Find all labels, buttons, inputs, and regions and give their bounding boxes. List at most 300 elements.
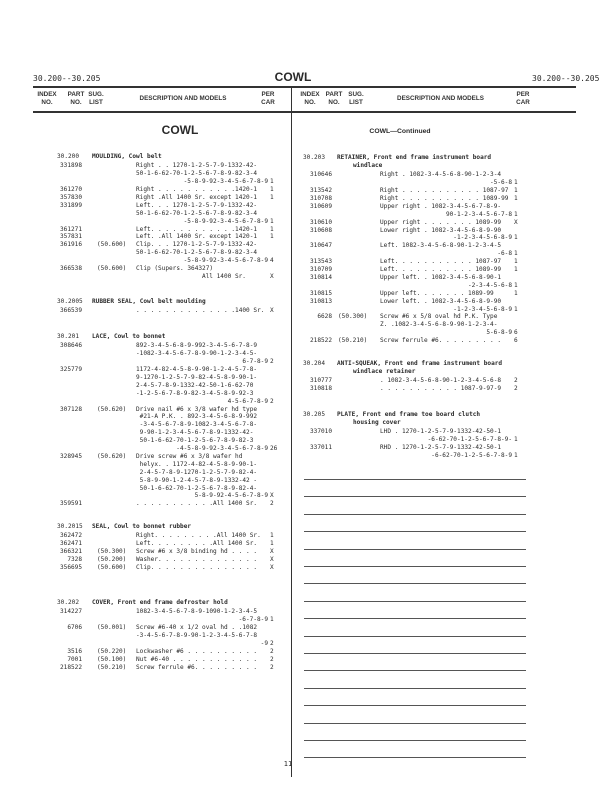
- description-line: helyx. . 1172-4-82-4-5-8-9-90-1-: [136, 460, 258, 468]
- table-row: [57, 608, 284, 624]
- per-car-qty: 6: [514, 329, 518, 337]
- sug-list: (50.200): [97, 556, 127, 564]
- description-line: Right . . . . . . . . . . . 1089-99: [380, 194, 509, 202]
- per-car-qty: 1: [514, 305, 518, 313]
- description-line: Right . 1082-3-4-5-6-8-90-1-2-3-4: [380, 171, 502, 179]
- section-index: 30.2015: [57, 523, 83, 530]
- col-head-per-car-right: PER CAR: [516, 91, 530, 106]
- table-row: [57, 233, 284, 241]
- table-row: [303, 242, 528, 258]
- part-number: 337010: [309, 428, 332, 436]
- table-row: [57, 162, 284, 186]
- section: [57, 333, 284, 508]
- section-header: [57, 298, 284, 306]
- section: [57, 599, 284, 672]
- section-title: RUBBER SEAL, Cowl belt moulding: [92, 298, 206, 305]
- section-title: PLATE, Front end frame toe board clutch: [337, 411, 481, 418]
- table-row: [57, 194, 284, 202]
- description: [136, 453, 268, 500]
- description-line: Upper left. . . . . . . 1089-99: [380, 289, 494, 297]
- description-line: -6-62-70-1-2-5-6-7-8-9: [431, 451, 512, 459]
- description: [380, 290, 512, 298]
- section-title: COVER, Front end frame defroster hold: [92, 599, 228, 606]
- description: [380, 242, 512, 258]
- description-line: 1082-3-4-5-6-7-8-9-1090-1-2-3-4-5: [136, 608, 258, 616]
- description: [380, 337, 512, 345]
- table-row: [303, 203, 528, 219]
- sug-list: (50.100): [97, 655, 127, 663]
- per-car-qty: 1: [514, 289, 518, 297]
- left-heading: COWL: [161, 123, 199, 137]
- right-heading: COWL—Continued: [369, 128, 431, 135]
- per-car-qty: 1: [514, 266, 518, 274]
- section-header: [57, 333, 284, 341]
- description-line: Right . . 1270-1-2-5-7-9-1332-42-: [136, 162, 258, 170]
- section-header: [303, 360, 528, 368]
- section-header: [57, 153, 284, 161]
- description: [136, 241, 268, 265]
- description-line: Upper left. . 1082-3-4-5-6-8-90-1: [380, 273, 502, 281]
- description-line: Clip. . . . . . . . . . . . . . .: [136, 563, 258, 571]
- description-line: Nut #6-40 . . . . . . . . . . . .: [136, 655, 258, 663]
- per-car-qty: 1: [270, 217, 274, 225]
- description: [136, 548, 268, 556]
- ruled-line: [304, 514, 526, 515]
- section: [57, 523, 284, 572]
- description-line: Left. . . . . . . . . . . 1089-99: [380, 266, 502, 274]
- running-head-range-right: 30.200--30.205: [532, 74, 600, 83]
- sug-list: (50.300): [97, 548, 127, 556]
- description-line: All 1400 Sr.: [201, 272, 268, 280]
- description-line: 4-5-6-7-8-9: [227, 397, 268, 405]
- part-number: 3516: [67, 647, 82, 655]
- part-number: 6706: [67, 624, 82, 632]
- table-row: [57, 656, 284, 664]
- description-line: -3-4-5-6-7-8-9-1082-3-4-5-6-7-8-: [136, 421, 258, 429]
- per-car-qty: 1: [270, 532, 274, 540]
- ruled-line: [304, 723, 526, 724]
- description-line: . . . . . . . . . . . . . .1400 Sr.: [136, 307, 265, 315]
- description-line: -3-4-5-6-7-8-9-90-1-2-3-4-5-6-7-8: [136, 632, 258, 640]
- part-number: 310708: [309, 194, 332, 202]
- sug-list: (50.001): [97, 624, 127, 632]
- description-line: LHD . 1270-1-2-5-7-9-1332-42-50-1: [380, 428, 502, 436]
- per-car-qty: 1: [514, 210, 518, 218]
- part-number: 325779: [59, 366, 82, 374]
- table-row: [303, 274, 528, 290]
- table-row: [303, 171, 528, 187]
- description: [136, 540, 268, 548]
- section-title-cont: housing cover: [353, 418, 401, 426]
- part-number: 310647: [309, 242, 332, 250]
- description-line: Drive nail #6 x 3/8 wafer hd type: [136, 405, 258, 413]
- section: [57, 298, 284, 315]
- ruled-line: [304, 740, 526, 741]
- ruled-line: [304, 670, 526, 671]
- description-line: 9-1270-1-2-5-7-9-82-4-5-8-9-90-1-: [136, 373, 258, 381]
- table-row: [57, 265, 284, 281]
- part-number: 310608: [309, 226, 332, 234]
- description-line: 50-1-6-62-70-1-2-5-6-7-8-9-82-4-: [136, 484, 258, 492]
- col-head-per-car: PER CAR: [261, 91, 275, 106]
- ruled-line: [304, 636, 526, 637]
- per-car-qty: 1: [514, 234, 518, 242]
- section-index: 30.204: [303, 360, 326, 367]
- col-head-part-right: PART NO.: [325, 91, 343, 106]
- description: [380, 298, 512, 314]
- description: [380, 203, 512, 219]
- page-number: 11: [283, 760, 293, 768]
- section-index: 30.202: [57, 599, 80, 606]
- table-row: [57, 202, 284, 226]
- table-row: [303, 428, 528, 444]
- description: [380, 377, 512, 385]
- per-car-qty: 1: [514, 179, 518, 187]
- description: [136, 226, 268, 234]
- section-header-cont: [303, 419, 528, 427]
- ruled-line: [304, 479, 526, 480]
- description-line: . 1082-3-4-5-6-8-90-1-2-3-4-5-6-8: [380, 377, 502, 385]
- col-head-desc: DESCRIPTION AND MODELS: [139, 95, 227, 102]
- description-line: 9-90-1-2-3-4-5-6-7-8-9-1332-42-: [136, 429, 254, 437]
- per-car-qty: 1: [270, 225, 274, 233]
- description-line: -4-5-8-9-92-3-4-5-6-7-8-9: [176, 445, 268, 453]
- header-bottom-rule: [33, 111, 576, 113]
- description-line: Upper right . . . . . . . 1089-99: [380, 218, 502, 226]
- table-row: [303, 187, 528, 195]
- per-car-qty: 1: [270, 178, 274, 186]
- per-car-qty: 1: [514, 281, 518, 289]
- section-title: ANTI-SQUEAK, Front end frame instrument board: [337, 360, 503, 367]
- col-head-index-right: INDEX NO.: [300, 91, 320, 106]
- description-line: -1-2-3-4-5-6-8-9: [453, 234, 512, 242]
- section-index: 30.201: [57, 333, 80, 340]
- description-line: 5-6-8-9: [486, 329, 512, 337]
- description: [136, 664, 268, 672]
- description: [380, 195, 512, 203]
- part-number: 331899: [59, 201, 82, 209]
- section-index: 30.203: [303, 154, 326, 161]
- part-number: 313542: [309, 187, 332, 195]
- description-line: Left. . . . . . . . . . . 1087-97: [380, 258, 502, 266]
- sug-list: (50.300): [338, 313, 368, 321]
- part-number: 361271: [59, 225, 82, 233]
- per-car-qty: X: [270, 556, 274, 564]
- per-car-qty: 1: [514, 194, 518, 202]
- description: [380, 258, 512, 266]
- description: [380, 385, 512, 393]
- part-number: 313543: [309, 258, 332, 266]
- description-line: Clip (Supers. 364327): [136, 265, 214, 273]
- part-number: 328945: [59, 452, 82, 460]
- part-number: 310815: [309, 289, 332, 297]
- description-line: 5-8-9-90-1-2-4-5-7-8-9-1332-42 -: [136, 476, 258, 484]
- sug-list: (50.600): [97, 241, 127, 249]
- column-divider: [291, 87, 292, 777]
- part-number: 357830: [59, 193, 82, 201]
- description-line: Lockwasher #6 . . . . . . . . . .: [136, 647, 258, 655]
- ruled-line: [304, 549, 526, 550]
- per-car-qty: X: [514, 218, 518, 226]
- part-number: 310646: [309, 171, 332, 179]
- per-car-qty: 2: [270, 639, 274, 647]
- section-title: RETAINER, Front end frame instrument board: [337, 154, 492, 161]
- table-row: [57, 564, 284, 572]
- description-line: Left. . . . . . . . .All 1400 Sr.: [136, 540, 258, 548]
- part-number: 310813: [309, 297, 332, 305]
- description-line: -6-7-8-9: [238, 616, 268, 624]
- description-line: Left. 1082-3-4-5-6-8-90-1-2-3-4-5: [380, 242, 502, 250]
- description: [380, 171, 512, 187]
- part-number: 366321: [59, 548, 82, 556]
- per-car-qty: 2: [514, 385, 518, 393]
- ruled-line: [304, 688, 526, 689]
- part-number: 310777: [309, 377, 332, 385]
- description: [136, 500, 268, 508]
- per-car-qty: 1: [514, 250, 518, 258]
- description: [136, 624, 268, 648]
- description: [136, 194, 268, 202]
- part-number: 310610: [309, 218, 332, 226]
- part-number: 7328: [67, 556, 82, 564]
- description: [136, 202, 268, 226]
- per-car-qty: X: [270, 548, 274, 556]
- description-line: -5-8-9-92-3-4-5-6-7-8-9: [183, 178, 268, 186]
- description-line: Clip. . . 1270-1-2-5-7-9-1332-42-: [136, 241, 258, 249]
- description-line: Screw #6 x 3/8 binding hd . . . .: [136, 548, 258, 556]
- part-number: 310818: [309, 385, 332, 393]
- table-row: [57, 453, 284, 500]
- table-row: [303, 266, 528, 274]
- description: [136, 556, 268, 564]
- description-line: 2-4-5-7-8-9-1332-42-50-1-6-62-70: [136, 381, 254, 389]
- table-row: [303, 337, 528, 345]
- description-line: Screw ferrule #6. . . . . . . . .: [380, 337, 502, 345]
- description-line: 6-7-8-9: [242, 358, 268, 366]
- ruled-line: [304, 531, 526, 532]
- description: [136, 406, 268, 453]
- table-row: [57, 532, 284, 540]
- description-line: -1082-3-4-5-6-7-8-9-90-1-2-3-4-5-: [136, 350, 258, 358]
- section-index: 30.200: [57, 153, 80, 160]
- per-car-qty: 1: [514, 258, 518, 266]
- running-head-title: COWL: [274, 70, 312, 84]
- per-car-qty: X: [270, 272, 274, 280]
- description-line: 2-4-5-7-8-9-1270-1-2-5-7-9-82-4-: [136, 468, 258, 476]
- section: [57, 153, 284, 281]
- description: [136, 342, 268, 366]
- table-row: [57, 648, 284, 656]
- part-number: 310609: [309, 202, 332, 210]
- section-index: 30.2005: [57, 298, 83, 305]
- ruled-line: [304, 601, 526, 602]
- description-line: -2-3-4-5-6-8: [467, 281, 512, 289]
- section-header: [57, 523, 284, 531]
- table-row: [57, 241, 284, 265]
- description-line: Left. . . 1270-1-2-5-7-9-1332-42-: [136, 201, 258, 209]
- part-number: 310814: [309, 273, 332, 281]
- section-header: [303, 411, 528, 419]
- description: [136, 265, 268, 281]
- col-head-index: INDEX NO.: [37, 91, 57, 106]
- per-car-qty: 1: [514, 451, 518, 459]
- description-line: 50-1-6-62-70-1-2-5-6-7-8-9-82-3-4: [136, 209, 258, 217]
- per-car-qty: 2: [270, 358, 274, 366]
- section-header-cont: [303, 162, 528, 170]
- description: [136, 648, 268, 656]
- part-number: 359591: [59, 500, 82, 508]
- description-line: Upper right . 1082-3-4-5-6-7-8-9-: [380, 202, 502, 210]
- per-car-qty: 1: [270, 186, 274, 194]
- part-number: 314227: [59, 608, 82, 616]
- part-number: 337011: [309, 444, 332, 452]
- table-row: [303, 385, 528, 393]
- per-car-qty: 6: [514, 337, 518, 345]
- section-title: SEAL, Cowl to bonnet rubber: [92, 523, 192, 530]
- running-head-range-left: 30.200--30.205: [33, 74, 101, 83]
- section-header-cont: [303, 368, 528, 376]
- table-row: [303, 258, 528, 266]
- section-header: [303, 154, 528, 162]
- description: [380, 428, 512, 444]
- description-line: Z. .1082-3-4-5-6-8-9-90-1-2-3-4-: [380, 321, 498, 329]
- per-car-qty: 26: [270, 445, 278, 453]
- per-car-qty: 2: [270, 397, 274, 405]
- per-car-qty: 2: [270, 663, 274, 671]
- table-row: [57, 664, 284, 672]
- ruled-line: [304, 583, 526, 584]
- header-top-rule: [33, 86, 576, 88]
- per-car-qty: 1: [514, 436, 518, 444]
- description: [380, 313, 512, 337]
- part-number: 218522: [59, 663, 82, 671]
- part-number: 357831: [59, 233, 82, 241]
- description: [380, 266, 512, 274]
- table-row: [303, 313, 528, 337]
- ruled-line: [304, 618, 526, 619]
- per-car-qty: 2: [270, 655, 274, 663]
- per-car-qty: X: [270, 492, 274, 500]
- description-line: Left. .All 1400 Sr. except 1420-1: [136, 233, 258, 241]
- description: [136, 307, 268, 315]
- section-index: 30.205: [303, 411, 326, 418]
- ruled-line: [304, 496, 526, 497]
- table-row: [57, 226, 284, 234]
- description-line: 5-8-9-92-4-5-6-7-8-9: [194, 492, 268, 500]
- description-line: -5-8-9-92-3-4-5-6-7-8-9: [183, 217, 268, 225]
- section-title-cont: windlace retainer: [353, 367, 416, 375]
- description-line: Right. . . . . . . . .All 1400 Sr.: [136, 532, 261, 540]
- description: [136, 233, 268, 241]
- description: [136, 532, 268, 540]
- col-head-sug-right: SUG. LIST: [348, 91, 364, 106]
- table-row: [303, 377, 528, 385]
- section-title-cont: windlace: [353, 161, 383, 169]
- description-line: 50-1-6-62-70-1-2-5-6-7-8-9-82-3-4: [136, 170, 258, 178]
- description-line: Left. . . . . . . . . . . .1420-1: [136, 225, 258, 233]
- part-number: 361270: [59, 186, 82, 194]
- description-line: Screw #6 x 5/8 oval hd P.K. Type: [380, 313, 498, 321]
- description: [380, 187, 512, 195]
- description-line: Drive screw #6 x 3/8 wafer hd: [136, 452, 243, 460]
- per-car-qty: 1: [514, 187, 518, 195]
- part-number: 356695: [59, 563, 82, 571]
- description-line: -1-2-3-4-5-6-8-9: [453, 305, 512, 313]
- sug-list: (50.210): [338, 337, 368, 345]
- sug-list: (50.600): [97, 265, 127, 273]
- description: [136, 608, 268, 624]
- per-car-qty: 2: [270, 647, 274, 655]
- part-number: 218522: [309, 337, 332, 345]
- description-line: Screw ferrule #6. . . . . . . . .: [136, 663, 258, 671]
- table-row: [57, 624, 284, 648]
- description: [136, 162, 268, 186]
- ruled-line: [304, 653, 526, 654]
- part-number: 366539: [59, 307, 82, 315]
- part-number: 308646: [59, 342, 82, 350]
- table-row: [57, 406, 284, 453]
- table-row: [303, 444, 528, 460]
- description-line: 892-3-4-5-6-8-9-992-3-4-5-6-7-8-9: [136, 342, 258, 350]
- table-row: [57, 548, 284, 556]
- part-number: 310709: [309, 266, 332, 274]
- table-row: [303, 195, 528, 203]
- description: [380, 444, 512, 460]
- description-line: #21-A P.K. . 892-3-4-5-6-8-9-992: [136, 413, 258, 421]
- description: [136, 656, 268, 664]
- description-line: Lower right . 1082-3-4-5-6-8-9-90: [380, 226, 502, 234]
- description-line: 1172-4-82-4-5-8-9-90-1-2-4-5-7-8-: [136, 366, 258, 374]
- description-line: Screw #6-40 x 1/2 oval hd . .1082: [136, 624, 258, 632]
- section: [303, 154, 528, 345]
- table-row: [303, 227, 528, 243]
- table-row: [303, 290, 528, 298]
- description-line: 50-1-6-62-70-1-2-5-6-7-8-9-82-3: [136, 437, 254, 445]
- description-line: -1-2-5-6-7-8-9-82-3-4-5-8-9-92-3: [136, 389, 254, 397]
- sug-list: (50.620): [97, 452, 127, 460]
- table-row: [57, 307, 284, 315]
- part-number: 307128: [59, 405, 82, 413]
- section: [303, 360, 528, 393]
- description-line: . . . . . . . . . . .All 1400 Sr.: [136, 500, 258, 508]
- ruled-line: [304, 757, 526, 758]
- sug-list: (50.220): [97, 647, 127, 655]
- section-title: LACE, Cowl to bonnet: [92, 333, 166, 340]
- per-car-qty: 4: [270, 257, 274, 265]
- part-number: 362472: [59, 532, 82, 540]
- table-row: [57, 540, 284, 548]
- description-line: Right . . . . . . . . . . . 1087-97: [380, 187, 509, 195]
- description-line: Right . . . . . . . . . . .1420-1: [136, 186, 258, 194]
- per-car-qty: X: [270, 307, 274, 315]
- description-line: Lower left. . 1082-3-4-5-6-8-9-90: [380, 297, 502, 305]
- ruled-line: [304, 705, 526, 706]
- part-number: 366538: [59, 265, 82, 273]
- part-number: 361916: [59, 241, 82, 249]
- description: [380, 274, 512, 290]
- description: [136, 366, 268, 405]
- per-car-qty: 2: [270, 500, 274, 508]
- per-car-qty: 2: [514, 377, 518, 385]
- sug-list: (50.620): [97, 405, 127, 413]
- per-car-qty: 1: [270, 233, 274, 241]
- section-title: MOULDING, Cowl belt: [92, 153, 162, 160]
- description-line: Right .All 1400 Sr. except 1420-1: [136, 193, 258, 201]
- description: [380, 227, 512, 243]
- col-head-sug: SUG. LIST: [88, 91, 104, 106]
- description: [380, 219, 512, 227]
- per-car-qty: X: [270, 563, 274, 571]
